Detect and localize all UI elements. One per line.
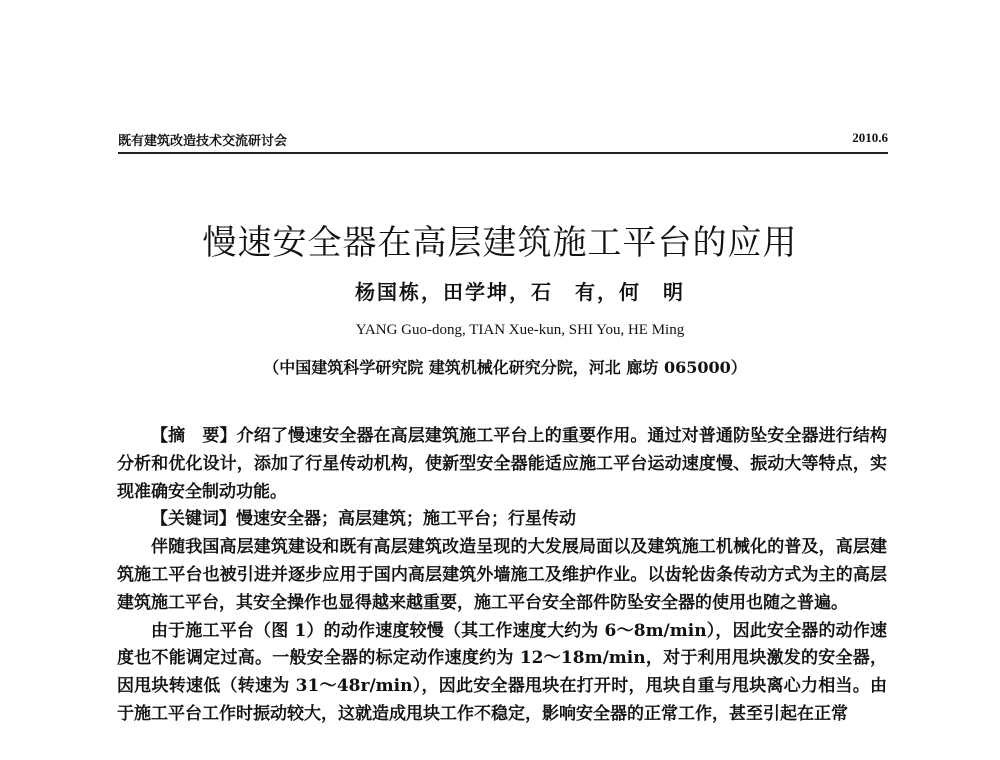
- issue-date: 2010.6: [852, 130, 888, 145]
- keywords-label: 【关键词】: [151, 509, 236, 530]
- running-header: [118, 128, 888, 154]
- paper-title: 慢速安全器在高层建筑施工平台的应用: [202, 223, 798, 263]
- abstract-text: 介绍了慢速安全器在高层建筑施工平台上的重要作用。通过对普通防坠安全器进行结构分析和优化设计，添加了行星传动机构，使新型安全器能适应施工平台运动速度慢、振动大等特点，实现准确安全制动功能。: [117, 426, 888, 502]
- affiliation: （中国建筑科学研究院 建筑机械化研究分院，河北 廊坊 065000）: [263, 358, 747, 377]
- keywords: [117, 506, 887, 534]
- paper-body: [117, 423, 887, 729]
- authors-chinese: 杨国栋，田学坤，石 有，何 明: [355, 280, 685, 304]
- authors-english: YANG Guo-dong, TIAN Xue-kun, SHI You, HE Ming: [355, 322, 685, 338]
- body-paragraph: 伴随我国高层建筑建设和既有高层建筑改造呈现的大发展局面以及建筑施工机械化的普及，高层建筑施工平台也被引进并逐步应用于国内高层建筑外墙施工及维护作业。以齿轮齿条传动方式为主的高层建筑施工平台，其安全操作也显得越来越重要，施工平台安全部件防坠安全器的使用也随之普遍。: [117, 537, 887, 613]
- body-paragraph: 由于施工平台（图 1）的动作速度较慢（其工作速度大约为 6～8m/min），因此安全器的动作速度也不能调定过高。一般安全器的标定动作速度约为 12～18m/min，对于利用甩块激发的安全器，因甩块转速低（转速为 31～48r/min），因此安全器甩块在打开时，甩块自重与甩块离心力相当。由于施工平台工作时振动较大，这就造成甩块工作不稳定，影响安全器的正常工作，甚至引起在正常: [117, 620, 887, 724]
- journal-name: 既有建筑改造技术交流研讨会: [118, 134, 288, 149]
- abstract-label: 【摘 要】: [151, 426, 237, 446]
- keywords-text: 慢速安全器；高层建筑；施工平台；行星传动: [236, 509, 576, 530]
- abstract: [117, 423, 887, 506]
